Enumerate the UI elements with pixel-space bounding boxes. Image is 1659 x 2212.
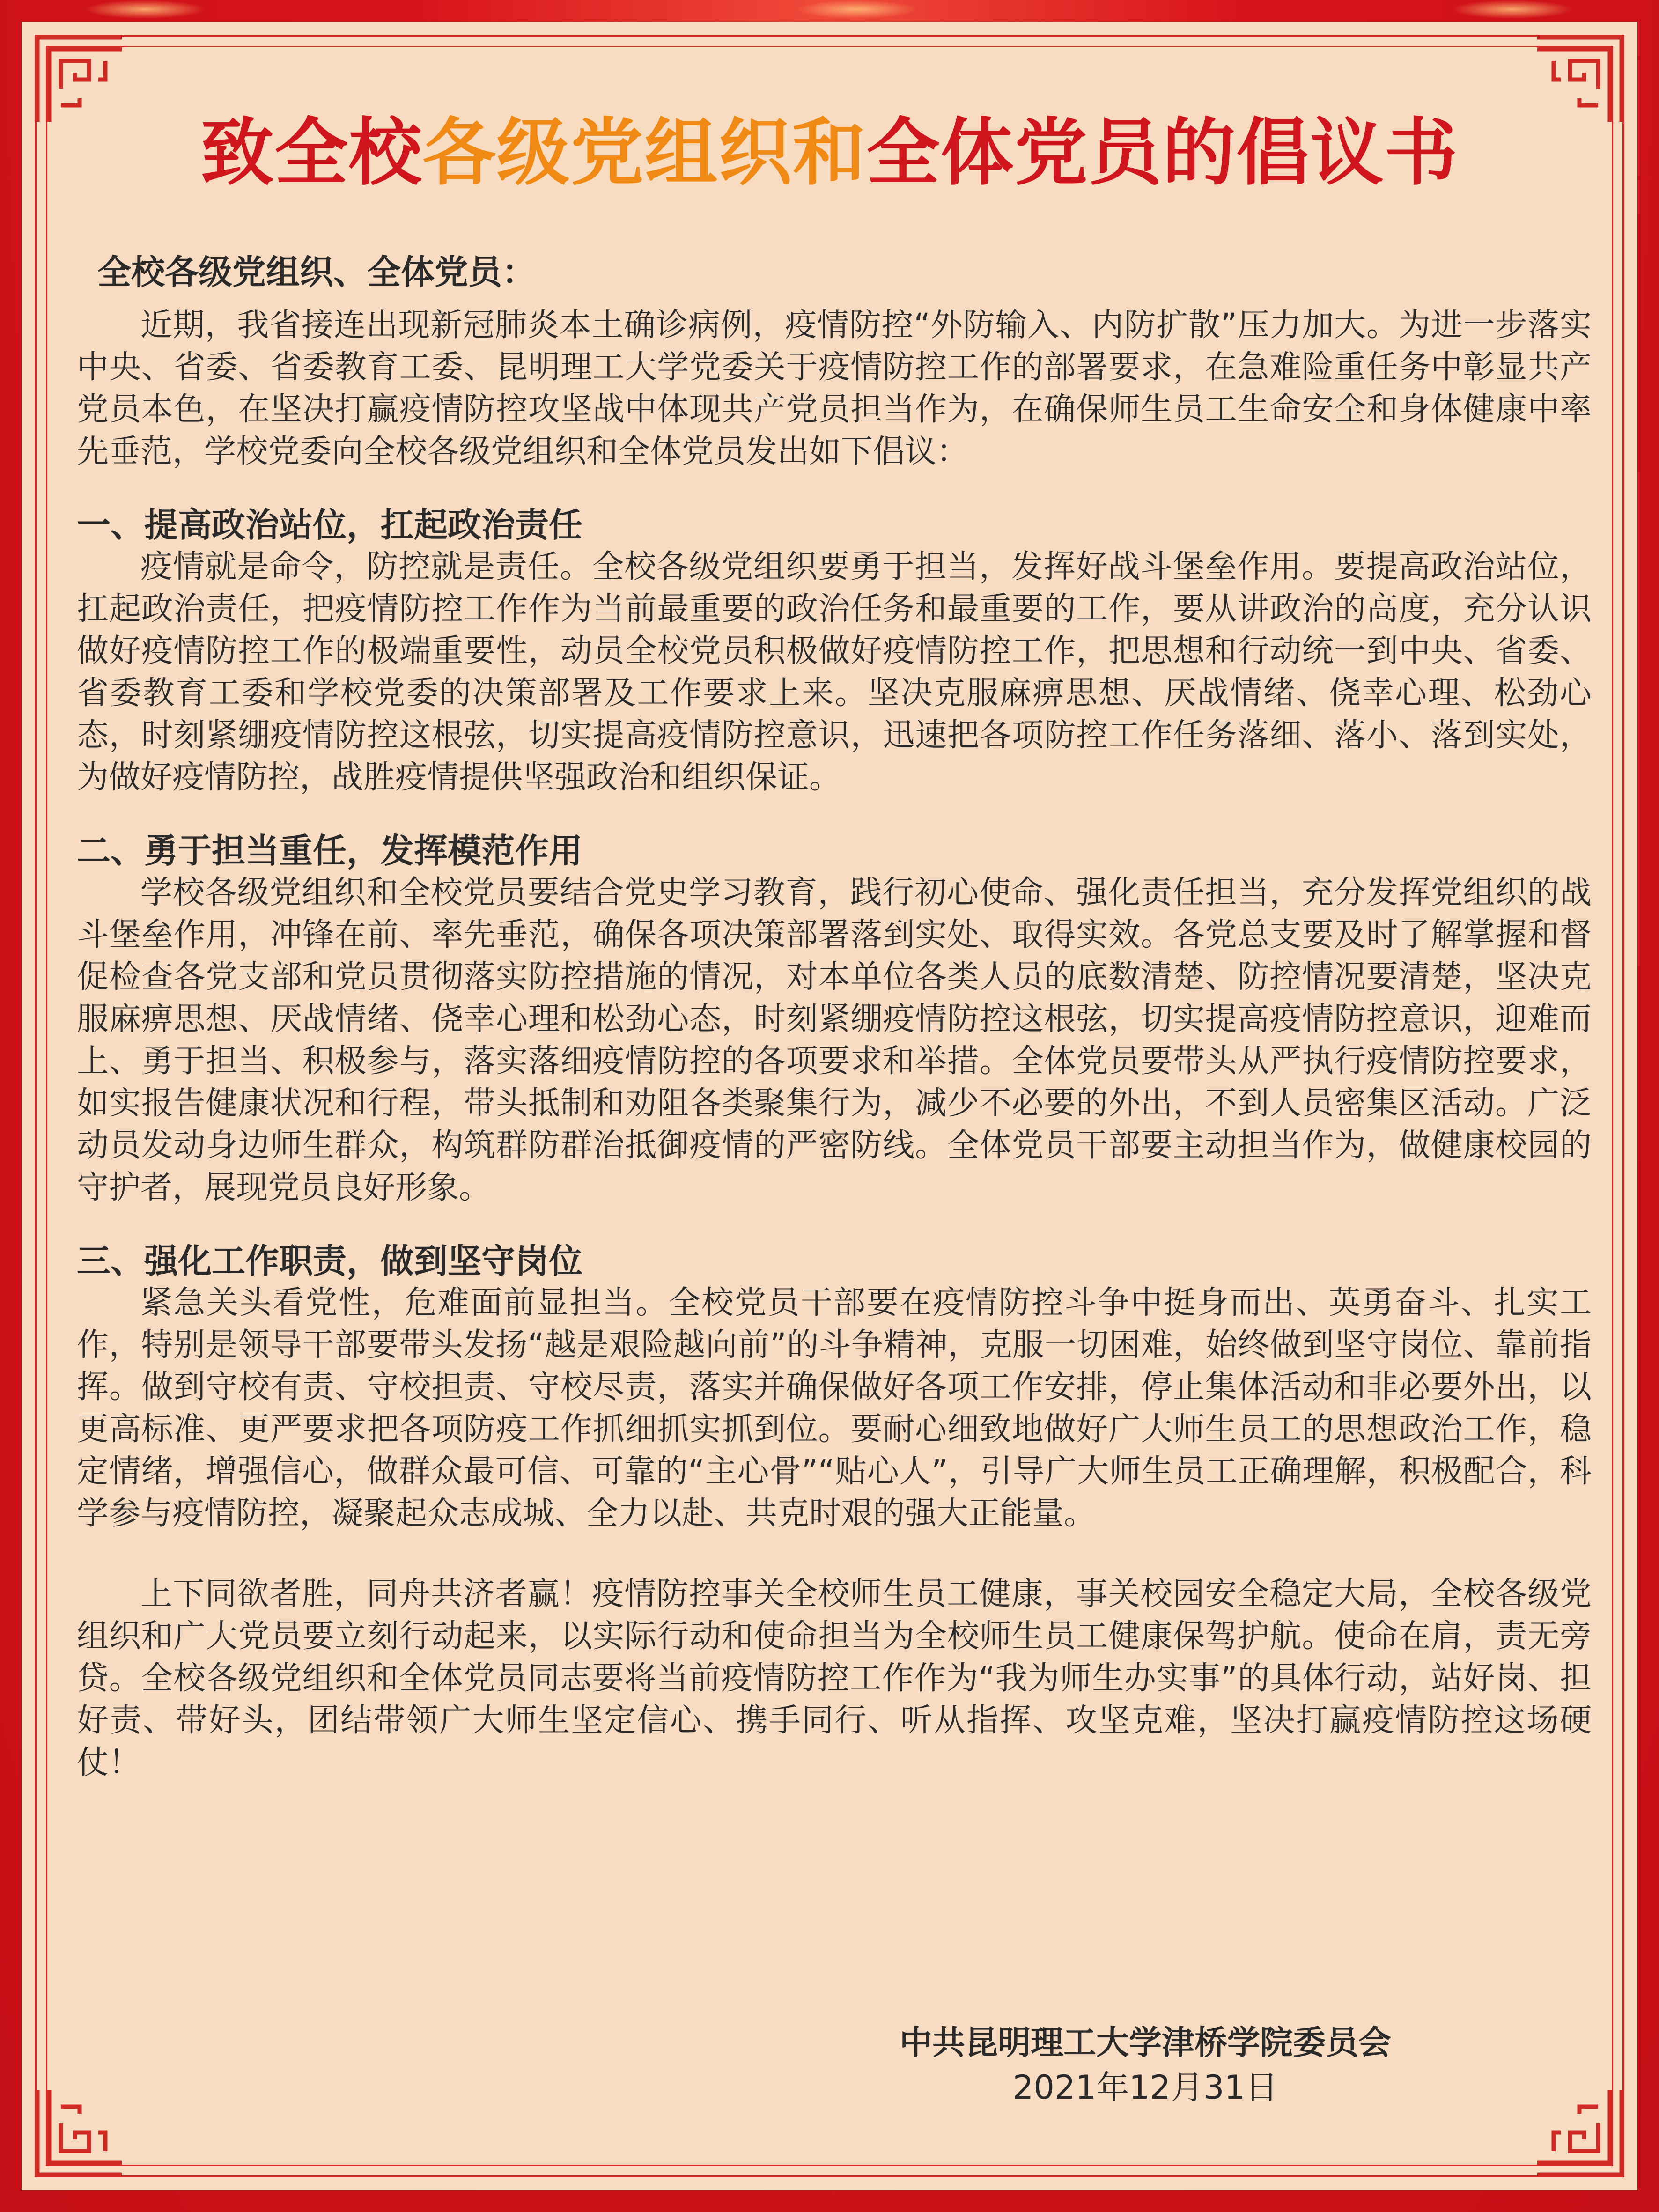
signature-block	[715, 2020, 1576, 2110]
signature-date: 2021年12月31日	[1012, 2068, 1278, 2107]
section-body-3: 紧急关头看党性，危难面前显担当。全校党员干部要在疫情防控斗争中挺身而出、英勇奋斗、扎实工作，特别是领导干部要带头发扬“越是艰险越向前”的斗争精神，克服一切困难，始终做到坚守岗位、靠前指挥。做到守校有责、守校担责、守校尽责，落实并确保做好各项工作安排，停止集体活动和非必要外出，以更高标准、更严要求把各项防疫工作抓细抓实抓到位。要耐心细致地做好广大师生员工的思想政治工作，稳定情绪，增强信心，做群众最可信、可靠的“主心骨”“贴心人”，引导广大师生员工正确理解，积极配合，科学参与疫情防控，凝聚起众志成城、全力以赴、共克时艰的强大正能量。	[77, 1284, 1592, 1532]
paragraph-gap	[77, 1535, 1592, 1573]
closing-paragraph: 上下同欲者胜，同舟共济者赢！疫情防控事关全校师生员工健康，事关校园安全稳定大局，全校各级党组织和广大党员要立刻行动起来，以实际行动和使命担当为全校师生员工健康保驾护航。使命在肩，责无旁贷。全校各级党组织和全体党员同志要将当前疫情防控工作作为“我为师生办实事”的具体行动，站好岗、担好责、带好头，团结带领广大师生坚定信心、携手同行、听从指挥、攻坚克难，坚决打赢疫情防控这场硬仗！	[77, 1576, 1592, 1781]
letter-body	[77, 251, 1592, 1784]
salutation: 全校各级党组织、全体党员：	[97, 252, 536, 292]
letter-paper	[22, 22, 1637, 2190]
intro-paragraph: 近期，我省接连出现新冠肺炎本土确诊病例，疫情防控“外防输入、内防扩散”压力加大。为进一步落实中央、省委、省委教育工委、昆明理工大学党委关于疫情防控工作的部署要求，在急难险重任务中彰显共产党员本色，在坚决打赢疫情防控攻坚战中体现共产党员担当作为，在确保师生员工生命安全和身体健康中率先垂范，学校党委向全校各级党组织和全体党员发出如下倡议：	[77, 307, 1592, 470]
top-sparkle	[1452, 0, 1573, 19]
section-heading-3: 三、强化工作职责，做到坚守岗位	[77, 1241, 583, 1281]
section-heading-2: 二、勇于担当重任，发挥模范作用	[77, 831, 583, 870]
title-part: 全体党员的倡议书	[866, 110, 1459, 195]
corner-ornament-icon	[28, 2081, 131, 2184]
section-body-1: 疫情就是命令，防控就是责任。全校各级党组织要勇于担当，发挥好战斗堡垒作用。要提高政治站位，扛起政治责任，把疫情防控工作作为当前最重要的政治任务和最重要的工作，要从讲政治的高度，充分认识做好疫情防控工作的极端重要性，动员全校党员积极做好疫情防控工作，把思想和行动统一到中央、省委、省委教育工委和学校党委的决策部署及工作要求上来。坚决克服麻痹思想、厌战情绪、侥幸心理、松劲心态，时刻紧绷疫情防控这根弦，切实提高疫情防控意识，迅速把各项防控工作任务落细、落小、落到实处，为做好疫情防控，战胜疫情提供坚强政治和组织保证。	[77, 548, 1592, 796]
top-sparkle	[84, 0, 206, 19]
top-sparkle	[796, 0, 918, 19]
section-body-2: 学校各级党组织和全校党员要结合党史学习教育，践行初心使命、强化责任担当，充分发挥党组织的战斗堡垒作用，冲锋在前、率先垂范，确保各项决策部署落到实处、取得实效。各党总支要及时了解掌握和督促检查各党支部和党员贯彻落实防控措施的情况，对本单位各类人员的底数清楚、防控情况要清楚，坚决克服麻痹思想、厌战情绪、侥幸心理和松劲心态，时刻紧绷疫情防控这根弦，切实提高疫情防控意识，迎难而上、勇于担当、积极参与，落实落细疫情防控的各项要求和举措。全体党员要带头从严执行疫情防控要求，如实报告健康状况和行程，带头抵制和劝阻各类聚集行为，减少不必要的外出，不到人员密集区活动。广泛动员发动身边师生群众，构筑群防群治抵御疫情的严密防线。全体党员干部要主动担当作为，做健康校园的守护者，展现党员良好形象。	[77, 874, 1592, 1206]
title-part-highlight: 各级党组织和	[422, 110, 867, 195]
section-heading-1: 一、提高政治站位，扛起政治责任	[77, 505, 583, 545]
signature-organization: 中共昆明理工大学津桥学院委员会	[900, 2023, 1391, 2062]
document-title	[22, 106, 1637, 199]
title-part: 致全校	[200, 110, 423, 195]
